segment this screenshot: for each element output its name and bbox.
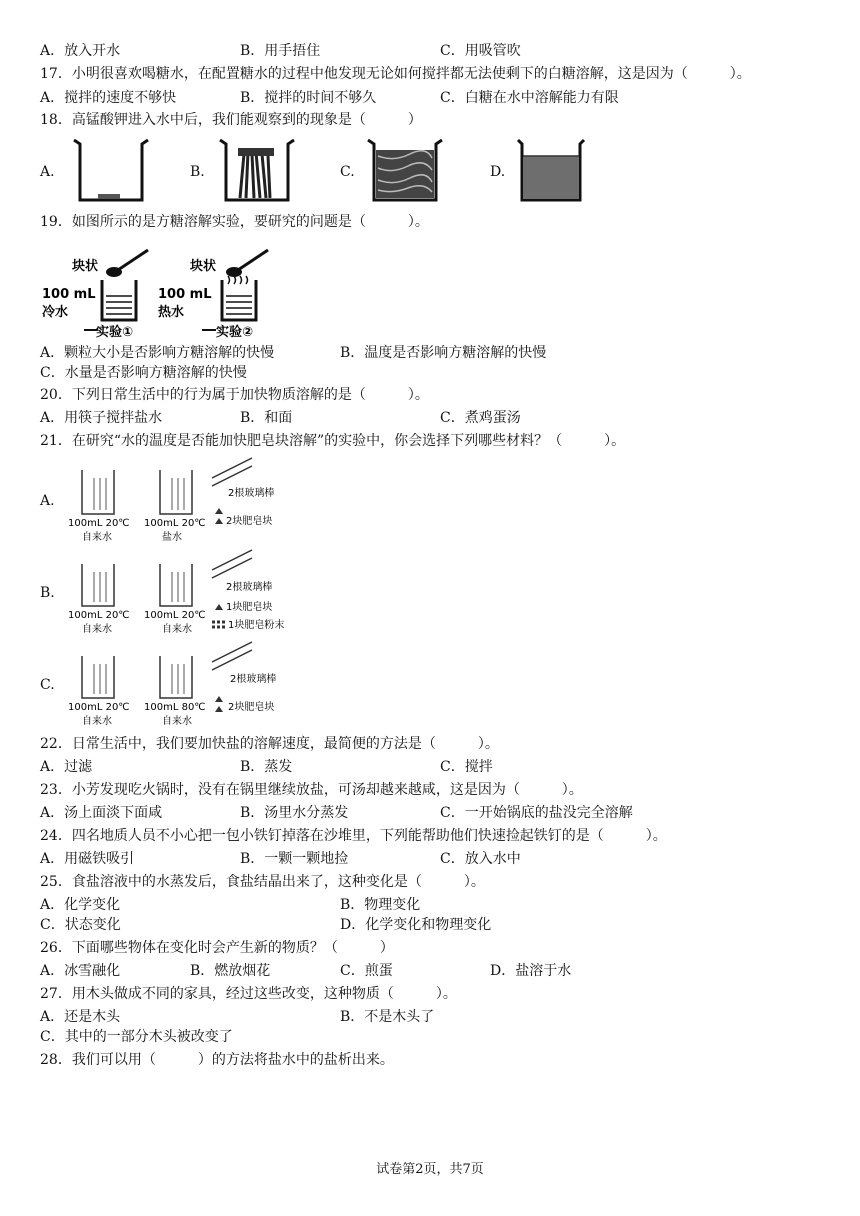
q16-option-a[interactable]: A．放入开水 xyxy=(40,43,121,59)
a-beaker2-spec: 100mL 20℃ xyxy=(144,518,206,529)
q26-option-a[interactable]: A．冰雪融化 xyxy=(40,963,121,979)
q23-stem: 23．小芳发现吃火锅时，没有在锅里继续放盐，可汤却越来越咸，这是因为（ ）。 xyxy=(40,782,583,798)
q22-stem: 22．日常生活中，我们要加快盐的溶解速度，最简便的方法是（ ）。 xyxy=(40,736,499,752)
q21-materials-b xyxy=(66,548,306,640)
q24-option-a[interactable]: A．用磁铁吸引 xyxy=(40,851,135,867)
beaker-c-image xyxy=(364,136,444,204)
q18-stem: 18．高锰酸钾进入水中后，我们能观察到的现象是（ ） xyxy=(40,112,422,128)
exp1-volume-label: 100 mL xyxy=(42,287,96,302)
q19-option-c[interactable]: C．水量是否影响方糖溶解的快慢 xyxy=(40,365,247,381)
experiment-1-beaker xyxy=(102,250,148,320)
q23-option-c[interactable]: C．一开始锅底的盐没完全溶解 xyxy=(440,805,633,821)
exp2-water-label: 热水 xyxy=(158,305,185,320)
q18-option-d[interactable]: D. xyxy=(490,164,506,180)
b-item-soap: 1块肥皂块 xyxy=(226,602,273,613)
q28-stem: 28．我们可以用（ ）的方法将盐水中的盐析出来。 xyxy=(40,1052,394,1068)
q25-option-d[interactable]: D．化学变化和物理变化 xyxy=(340,917,492,933)
b-beaker2-name: 自来水 xyxy=(162,624,192,635)
q17-stem: 17．小明很喜欢喝糖水，在配置糖水的过程中他发现无论如何搅拌都无法使剩下的白糖溶解，这是因为（ ）。 xyxy=(40,66,751,82)
q26-option-c[interactable]: C．煎蛋 xyxy=(340,963,393,979)
q27-option-c[interactable]: C．其中的一部分木头被改变了 xyxy=(40,1029,233,1045)
q20-option-a[interactable]: A．用筷子搅拌盐水 xyxy=(40,410,163,426)
a-beaker1-name: 自来水 xyxy=(82,532,112,543)
q21-materials-a xyxy=(66,456,306,546)
q17-option-c[interactable]: C．白糖在水中溶解能力有限 xyxy=(440,90,619,106)
q22-option-a[interactable]: A．过滤 xyxy=(40,759,93,775)
q27-stem: 27．用木头做成不同的家具，经过这些改变，这种物质（ ）。 xyxy=(40,986,457,1002)
beaker-a-image xyxy=(70,136,150,204)
q17-option-b[interactable]: B．搅拌的时间不够久 xyxy=(240,90,377,106)
c-beaker1-spec: 100mL 20℃ xyxy=(68,702,130,713)
beaker-b-image xyxy=(216,136,296,204)
q26-stem: 26．下面哪些物体在变化时会产生新的物质？（ ） xyxy=(40,940,394,956)
b-beaker2-spec: 100mL 20℃ xyxy=(144,610,206,621)
b-beaker1-spec: 100mL 20℃ xyxy=(68,610,130,621)
q19-stem: 19．如图所示的是方糖溶解实验，要研究的问题是（ ）。 xyxy=(40,214,429,230)
q26-option-b[interactable]: B．燃放烟花 xyxy=(190,963,271,979)
b-item-rods: 2根玻璃棒 xyxy=(226,582,273,593)
a-beaker1-spec: 100mL 20℃ xyxy=(68,518,130,529)
q18-option-a[interactable]: A. xyxy=(40,164,55,180)
q21-option-c[interactable]: C. xyxy=(40,677,55,693)
q20-option-b[interactable]: B．和面 xyxy=(240,410,293,426)
q18-option-c[interactable]: C. xyxy=(340,164,355,180)
q27-option-b[interactable]: B．不是木头了 xyxy=(340,1009,435,1025)
q23-option-b[interactable]: B．汤里水分蒸发 xyxy=(240,805,349,821)
exp2-label: 实验② xyxy=(216,325,254,340)
q21-stem: 21．在研究“水的温度是否能加快肥皂块溶解”的实验中，你会选择下列哪些材料？（ ）。 xyxy=(40,433,626,449)
exp1-label: 实验① xyxy=(96,325,134,340)
q25-option-a[interactable]: A．化学变化 xyxy=(40,897,121,913)
a-item-soap: 2块肥皂块 xyxy=(226,516,273,527)
b-item-powder: 1块肥皂粉末 xyxy=(228,620,285,631)
exp2-volume-label: 100 mL xyxy=(158,287,212,302)
q25-stem: 25．食盐溶液中的水蒸发后，食盐结晶出来了，这种变化是（ ）。 xyxy=(40,874,485,890)
experiment-2-beaker xyxy=(222,250,268,320)
q19-option-b[interactable]: B．温度是否影响方糖溶解的快慢 xyxy=(340,345,547,361)
sugar-experiment-figure xyxy=(38,240,278,340)
beaker-d-image xyxy=(512,136,592,204)
exp1-lump-label: 块状 xyxy=(72,259,99,274)
page-footer: 试卷第2页，共7页 xyxy=(376,1162,484,1177)
q24-stem: 24．四名地质人员不小心把一包小铁钉掉落在沙堆里，下列能帮助他们快速捡起铁钉的是（ ）。 xyxy=(40,828,667,844)
a-item-rods: 2根玻璃棒 xyxy=(228,488,275,499)
q16-option-b[interactable]: B．用手捂住 xyxy=(240,43,321,59)
q24-option-c[interactable]: C．放入水中 xyxy=(440,851,521,867)
q21-option-b[interactable]: B. xyxy=(40,585,55,601)
a-beaker2-name: 盐水 xyxy=(162,532,182,543)
b-beaker1-name: 自来水 xyxy=(82,624,112,635)
q19-option-a[interactable]: A．颗粒大小是否影响方糖溶解的快慢 xyxy=(40,345,275,361)
q21-materials-c xyxy=(66,640,306,732)
q17-option-a[interactable]: A．搅拌的速度不够快 xyxy=(40,90,177,106)
q18-option-b[interactable]: B. xyxy=(190,164,205,180)
c-beaker2-spec: 100mL 80℃ xyxy=(144,702,206,713)
q16-option-c[interactable]: C．用吸管吹 xyxy=(440,43,521,59)
exp2-lump-label: 块状 xyxy=(190,259,217,274)
c-item-soap: 2块肥皂块 xyxy=(228,702,275,713)
q25-option-b[interactable]: B．物理变化 xyxy=(340,897,421,913)
q24-option-b[interactable]: B．一颗一颗地捡 xyxy=(240,851,349,867)
q23-option-a[interactable]: A．汤上面淡下面咸 xyxy=(40,805,163,821)
c-beaker2-name: 自来水 xyxy=(162,716,192,727)
c-item-rods: 2根玻璃棒 xyxy=(230,674,277,685)
q20-stem: 20．下列日常生活中的行为属于加快物质溶解的是（ ）。 xyxy=(40,387,429,403)
q25-option-c[interactable]: C．状态变化 xyxy=(40,917,121,933)
exp1-water-label: 冷水 xyxy=(42,305,69,320)
q21-option-a[interactable]: A. xyxy=(40,493,55,509)
q26-option-d[interactable]: D．盐溶于水 xyxy=(490,963,572,979)
q22-option-c[interactable]: C．搅拌 xyxy=(440,759,493,775)
q27-option-a[interactable]: A．还是木头 xyxy=(40,1009,121,1025)
c-beaker1-name: 自来水 xyxy=(82,716,112,727)
q20-option-c[interactable]: C．煮鸡蛋汤 xyxy=(440,410,521,426)
q22-option-b[interactable]: B．蒸发 xyxy=(240,759,293,775)
